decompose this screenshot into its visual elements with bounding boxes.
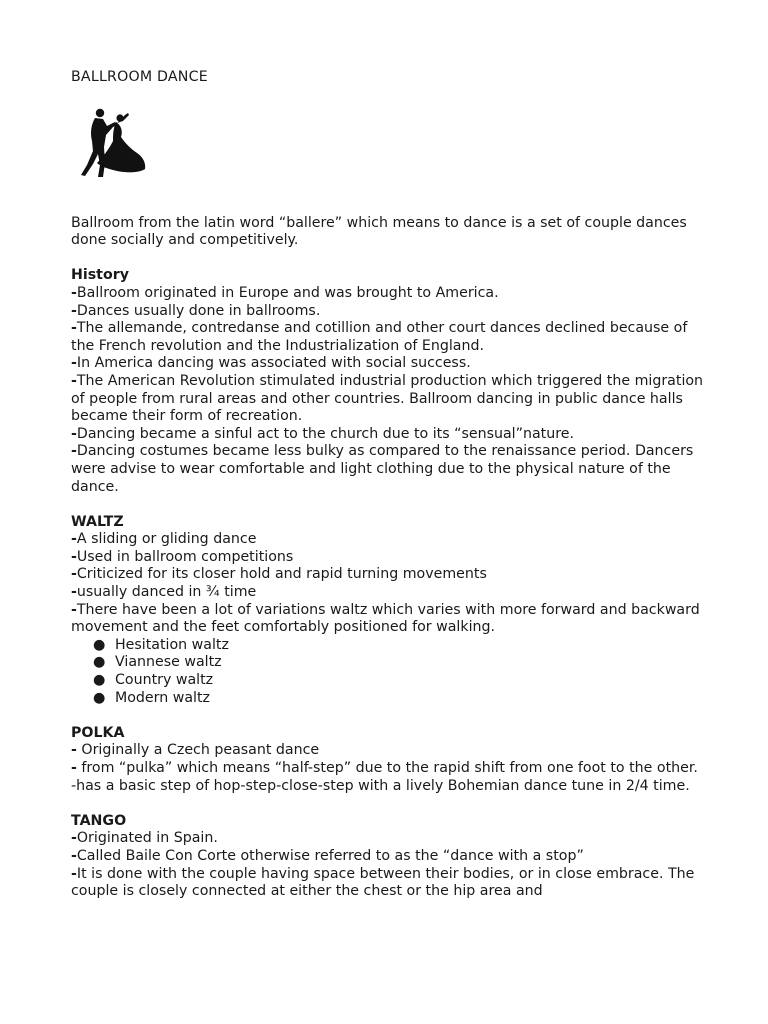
document-title: BALLROOM DANCE — [71, 69, 208, 85]
waltz-item: -Criticized for its closer hold and rapid turning movements — [71, 566, 487, 583]
waltz-variations-list — [71, 637, 711, 707]
polka-item: - from “pulka” which means “half-step” due to the rapid shift from one foot to the other. — [71, 760, 698, 776]
tango-section — [71, 813, 711, 901]
tango-item: -Called Baile Con Corte otherwise referred to as the “dance with a stop” — [71, 847, 584, 864]
polka-section — [71, 725, 711, 795]
tango-item: -Originated in Spain. — [71, 830, 218, 847]
history-item: -The American Revolution stimulated industrial production which triggered the migration of people from rural areas and other countries. Ballroom dancing in public dance halls became their form of recreation. — [71, 372, 704, 425]
waltz-list — [71, 531, 711, 637]
list-item: ● Hesitation waltz — [93, 636, 229, 653]
waltz-item: -There have been a lot of variations waltz which varies with more forward and backward movement and the feet comfortably positioned for walking. — [71, 601, 700, 636]
waltz-heading: WALTZ — [71, 513, 124, 530]
waltz-item: -A sliding or gliding dance — [71, 531, 257, 548]
history-item: -Ballroom originated in Europe and was brought to America. — [71, 284, 499, 301]
polka-list — [71, 742, 711, 795]
dancing-couple-icon — [73, 107, 147, 179]
list-item: ● Country waltz — [93, 672, 214, 689]
waltz-item: -Used in ballroom competitions — [71, 548, 294, 565]
bullet-icon: ● — [93, 654, 106, 671]
list-item: ● Modern waltz — [93, 689, 210, 706]
tango-item: -It is done with the couple having space between their bodies, or in close embrace. The couple is closely connected at either the chest or the hip area and — [71, 865, 695, 900]
history-item: -Dances usually done in ballrooms. — [71, 302, 321, 319]
tango-list — [71, 830, 711, 900]
history-list — [71, 285, 711, 496]
waltz-section — [71, 514, 711, 708]
bullet-icon: ● — [93, 689, 106, 706]
waltz-item: -usually danced in ¾ time — [71, 584, 257, 601]
history-heading: History — [71, 267, 129, 284]
polka-heading: POLKA — [71, 724, 125, 741]
history-item: -In America dancing was associated with social success. — [71, 355, 471, 372]
history-section — [71, 267, 711, 496]
intro-paragraph: Ballroom from the latin word “ballere” which means to dance is a set of couple dances done socially and competitively. — [71, 214, 687, 249]
polka-item: -has a basic step of hop-step-close-step with a lively Bohemian dance tune in 2/4 time. — [71, 777, 690, 794]
polka-item: - Originally a Czech peasant dance — [71, 742, 320, 759]
document-page — [71, 69, 711, 901]
history-item: -Dancing costumes became less bulky as compared to the renaissance period. Dancers were advise to wear comfortable and light clothing due to the physical nature of the dance. — [71, 443, 694, 495]
list-item: ● Viannese waltz — [93, 654, 222, 671]
bullet-icon: ● — [93, 672, 106, 689]
history-item: -Dancing became a sinful act to the church due to its “sensual”nature. — [71, 425, 574, 442]
history-item: -The allemande, contredanse and cotillion and other court dances declined because of the French revolution and the Industrialization of England. — [71, 320, 688, 354]
tango-heading: TANGO — [71, 812, 127, 829]
bullet-icon: ● — [93, 636, 106, 653]
